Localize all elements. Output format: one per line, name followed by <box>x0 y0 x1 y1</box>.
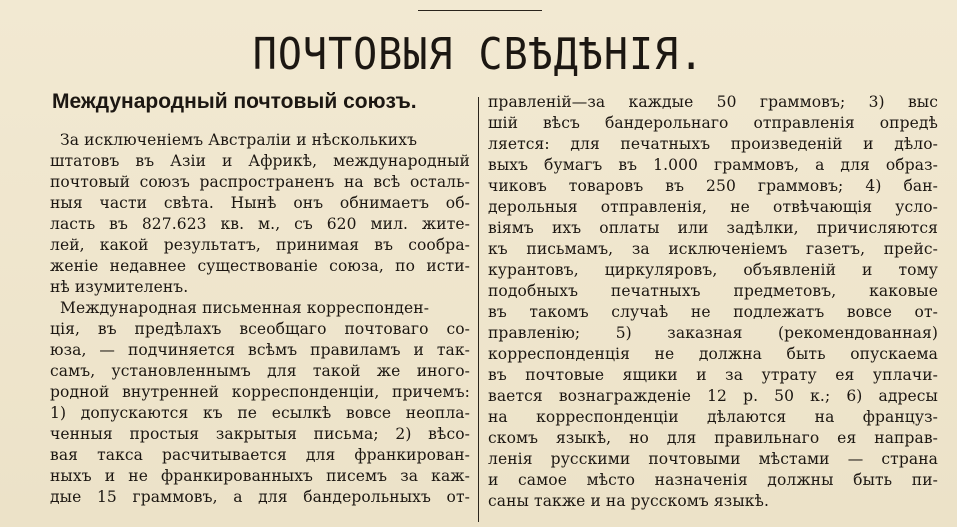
section-heading: Международный почтовый союзъ. <box>52 90 417 113</box>
left-line: почтовый союзъ распространенъ на всѣ осталь- <box>50 173 470 191</box>
right-line: курантовъ, циркуляровъ, объявленій и тому <box>488 261 938 279</box>
left-line: лей, какой результатъ, принимая въ сообра- <box>50 236 470 254</box>
right-line: ленія русскими почтовыми мѣстами — страна <box>488 450 938 468</box>
left-line: За исключеніемъ Австраліи и нѣсколькихъ <box>50 131 418 149</box>
left-line: самъ, установленнымъ для такой же иного- <box>50 362 470 380</box>
right-line: корреспонденція не должна быть опускаема <box>488 345 938 363</box>
right-line: віямъ ихъ оплаты или задѣлки, причисляются <box>488 219 938 237</box>
right-line: подобныхъ печатныхъ предметовъ, каковые <box>488 282 938 300</box>
right-line: скомъ языкѣ, но для правильнаго ея направ- <box>488 429 938 447</box>
left-line: юза, — подчиняется всѣмъ правиламъ и так- <box>50 341 470 359</box>
right-line: правленій—за каждые 50 граммовъ; 3) выс <box>488 93 938 111</box>
left-line: ція, въ предѣлахъ всеобщаго почтоваго со- <box>50 320 470 338</box>
left-line: родной внутренней корреспонденціи, причемъ: <box>50 383 470 401</box>
left-line: Международная письменная корреспонден- <box>50 299 430 317</box>
right-line: въ почтовые ящики и за утрату ея уплачи- <box>488 366 938 384</box>
right-line: выхъ бумагъ въ 1.000 граммовъ, а для образ- <box>488 156 938 174</box>
right-line: вается вознагражденіе 12 р. 50 к.; 6) адресы <box>488 387 938 405</box>
right-line: шій вѣсъ бандерольнаго отправленія опредѣ <box>488 114 938 132</box>
right-line: правленію; 5) заказная (рекомендованная) <box>488 324 938 342</box>
column-divider <box>478 97 479 522</box>
left-line: ныя части свѣта. Нынѣ онъ обнимаетъ об- <box>50 194 470 212</box>
left-line: ныхъ и не франкированныхъ писемъ за каж- <box>50 467 470 485</box>
page-title: ПОЧТОВЫЯ СВѢДѢНІЯ. <box>252 30 705 80</box>
right-line: въ такомъ случаѣ не подлежатъ вовсе от- <box>488 303 938 321</box>
right-line: чиковъ товаровъ въ 250 граммовъ; 4) бан- <box>488 177 938 195</box>
left-line: 1) допускаются къ пе есылкѣ вовсе неопла- <box>50 404 470 422</box>
right-line: и самое мѣсто назначенія должны быть пи- <box>488 471 938 489</box>
right-line: дерольныя отправленія, не отвѣчающія усло- <box>488 198 938 216</box>
right-line: ляется: для печатныхъ произведеній и дѣло- <box>488 135 938 153</box>
left-line: нѣ изумителенъ. <box>50 278 189 296</box>
right-line: на корреспонденціи дѣлаются на француз- <box>488 408 938 426</box>
left-line: вая такса расчитывается для франкирован- <box>50 446 470 464</box>
right-line: саны также и на русскомъ языкѣ. <box>488 492 770 510</box>
top-rule <box>418 10 542 11</box>
left-line: женіе недавнее существованіе союза, по исти- <box>50 257 470 275</box>
left-line: штатовъ въ Азіи и Африкѣ, международный <box>50 152 470 170</box>
left-line: ченныя простыя закрытыя письма; 2) вѣсо- <box>50 425 470 443</box>
left-line: ласть въ 827.623 кв. м., съ 620 мил. жите- <box>50 215 470 233</box>
left-line: дые 15 граммовъ, а для бандерольныхъ от- <box>50 488 470 506</box>
right-line: къ письмамъ, за исключеніемъ газетъ, прейс- <box>488 240 938 258</box>
